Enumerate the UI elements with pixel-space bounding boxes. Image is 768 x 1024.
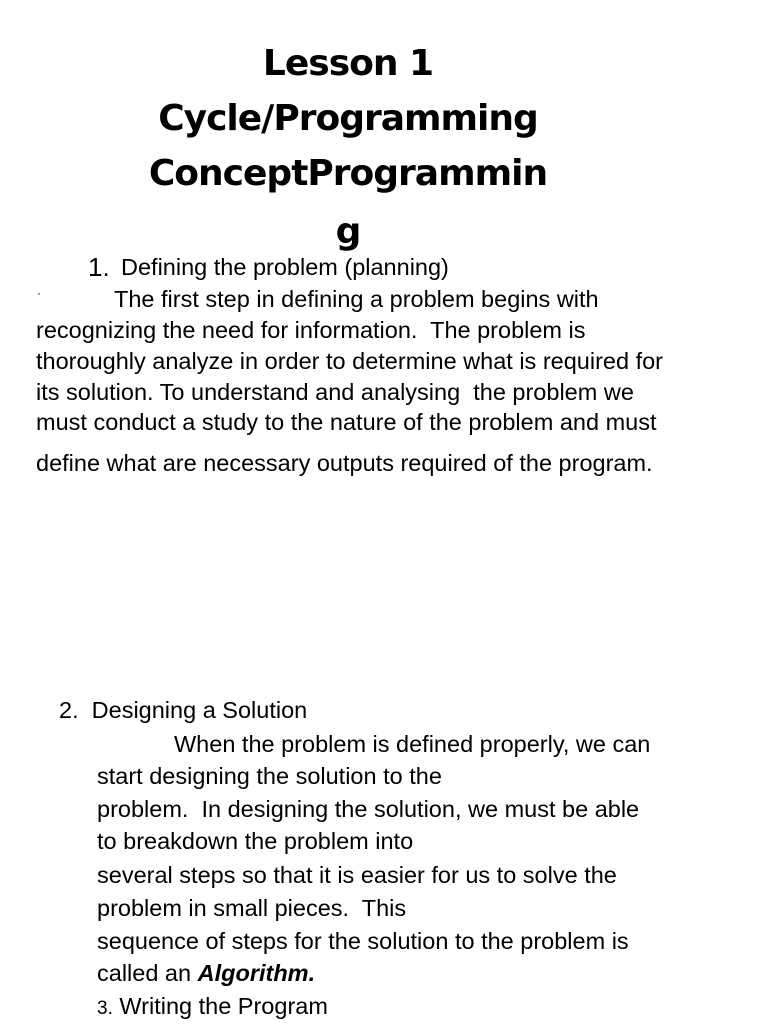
called-an-text: called an (97, 960, 198, 986)
section-1-text-line: its solution. To understand and analysing the problem we (36, 379, 634, 405)
section-2-text-line: several steps so that it is easier for us to solve the (97, 862, 617, 888)
title-line-2: Cycle/Programming (158, 98, 538, 139)
section-2-text-line: to breakdown the problem into (97, 828, 414, 854)
section-1-heading: Defining the problem (planning) (121, 254, 449, 280)
algorithm-term: Algorithm. (197, 960, 316, 986)
title-line-4: g (335, 211, 361, 252)
title-line-3: ConceptProgrammin (148, 153, 548, 194)
bullet-dot: · (37, 286, 41, 300)
section-1-number: 1. (88, 252, 110, 282)
section-1-text-line: define what are necessary outputs required of the program. (36, 450, 653, 476)
section-1-text-line: must conduct a study to the nature of the problem and must (36, 409, 657, 435)
section-3-heading (97, 992, 328, 1023)
section-2-text-line: When the problem is defined properly, we can (174, 731, 651, 757)
section-1-text-line: recognizing the need for information. The problem is (36, 317, 586, 343)
section-2-text-line: sequence of steps for the solution to the problem is (97, 928, 629, 954)
section-3-title: Writing the Program (112, 993, 328, 1019)
title-line-1: Lesson 1 (262, 43, 434, 84)
section-2-heading: 2. Designing a Solution (59, 697, 308, 723)
section-1-text-line: thoroughly analyze in order to determine what is required for (36, 348, 664, 374)
section-1-text-line: The first step in defining a problem begins with (114, 286, 599, 312)
section-3-number: 3. (97, 998, 113, 1019)
section-2-text-line: problem in small pieces. This (97, 895, 407, 921)
section-2-last-line (97, 959, 315, 987)
section-2-text-line: start designing the solution to the (97, 763, 442, 789)
section-2-text-line: problem. In designing the solution, we must be able (97, 796, 640, 822)
